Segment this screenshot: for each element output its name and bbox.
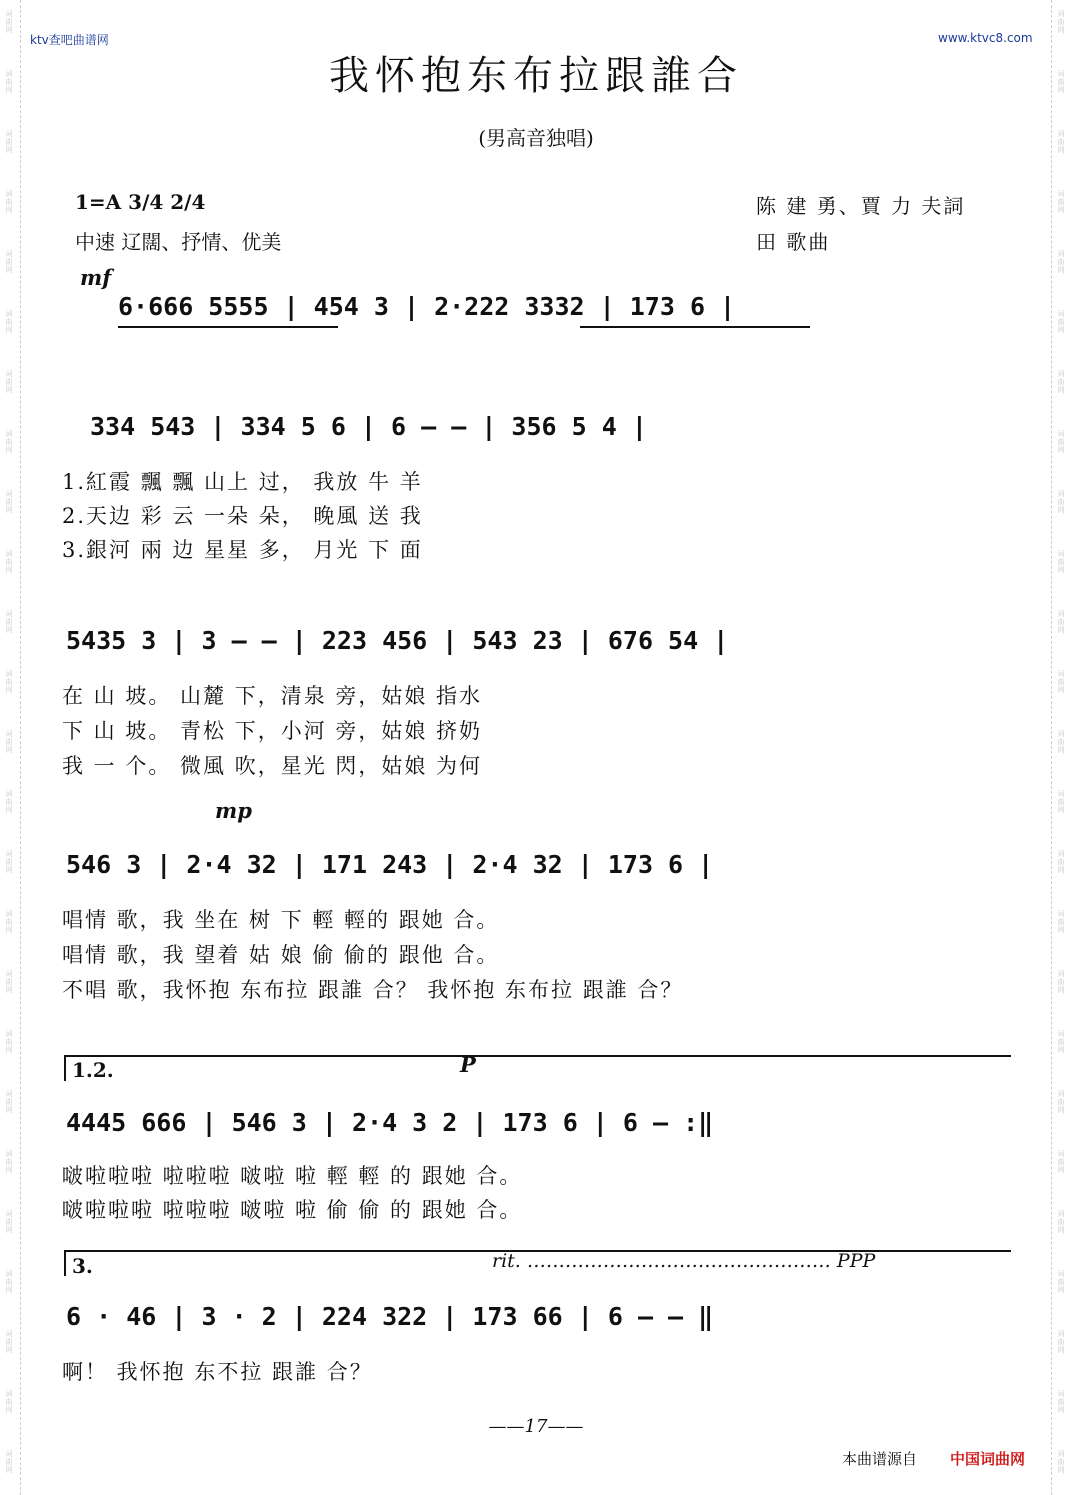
notes-text: 546 3 | 2·4 32 | 171 243 | 2·4 32 | 173 6 | [66, 850, 714, 879]
watermark-text: 词 曲 网 [5, 1030, 13, 1054]
watermark-text: 词 曲 网 [1057, 1450, 1065, 1474]
watermark-text: 词 曲 网 [1057, 250, 1065, 274]
source-site-link[interactable]: 中国词曲网 [950, 1450, 1026, 1468]
lyric-verse-2: 下 山 坡。 青松 下，小河 旁，姑娘 挤奶 [62, 719, 483, 743]
watermark-text: 词 曲 网 [5, 1270, 13, 1294]
page-number: ——17—— [488, 1416, 584, 1437]
watermark-text: 词 曲 网 [1057, 1270, 1065, 1294]
dynamic-mp: mp [215, 798, 252, 823]
watermark-text: 词 曲 网 [5, 10, 13, 34]
watermark-text: 词 曲 网 [1057, 1330, 1065, 1354]
watermark-text: 词 曲 网 [1057, 970, 1065, 994]
dynamic-p: P [460, 1052, 476, 1077]
watermark-text: 词 曲 网 [5, 1090, 13, 1114]
right-watermark-strip [1051, 0, 1072, 1495]
watermark-text: 词 曲 网 [1057, 10, 1065, 34]
watermark-text: 词 曲 网 [5, 1390, 13, 1414]
watermark-text: 词 曲 网 [1057, 850, 1065, 874]
composer-credit: 田 歌曲 [756, 230, 831, 254]
watermark-text: 词 曲 网 [5, 1450, 13, 1474]
ritardando-marking: rit. ………………………………………… PPP [492, 1250, 876, 1272]
left-watermark-strip [0, 0, 21, 1495]
watermark-text: 词 曲 网 [5, 850, 13, 874]
notes-text: 5435 3 | 3 — — | 223 456 | 543 23 | 676 54 | [66, 626, 729, 655]
key-signature: 1=A 3/4 2/4 [75, 190, 206, 214]
volta-label: 1.2. [72, 1058, 114, 1082]
lyric-verse-2: 啵啦啦啦 啦啦啦 啵啦 啦 偷 偷 的 跟她 合。 [62, 1198, 523, 1222]
watermark-text: 词 曲 网 [5, 490, 13, 514]
watermark-text: 词 曲 网 [5, 1150, 13, 1174]
lyric-verse-1: 1.紅霞 飄 飄 山上 过， 我放 牛 羊 [62, 470, 423, 494]
lyric-verse-3: 不唱 歌，我怀抱 东布拉 跟誰 合？ 我怀抱 东布拉 跟誰 合？ [62, 978, 684, 1002]
watermark-text: 词 曲 网 [1057, 670, 1065, 694]
watermark-text: 词 曲 网 [1057, 430, 1065, 454]
lyric-verse-1: 在 山 坡。 山麓 下，清泉 旁，姑娘 指水 [62, 684, 483, 708]
volta-bracket-1-2 [64, 1055, 1011, 1081]
notes-text: 334 543 | 334 5 6 | 6 — — | 356 5 4 | [90, 412, 647, 441]
watermark-text: 词 曲 网 [5, 70, 13, 94]
lyric-verse-1: 啊！ 我怀抱 东不拉 跟誰 合？ [62, 1360, 373, 1384]
watermark-text: 词 曲 网 [1057, 1390, 1065, 1414]
watermark-text: 词 曲 网 [5, 730, 13, 754]
song-subtitle: (男高音独唱) [478, 126, 594, 150]
song-title: 我怀抱东布拉跟誰合 [329, 53, 743, 99]
dynamic-mf: mf [80, 265, 112, 290]
notes-text: 6 · 46 | 3 · 2 | 224 322 | 173 66 | 6 — — ‖ [66, 1302, 714, 1331]
watermark-text: 词 曲 网 [5, 130, 13, 154]
watermark-text: 词 曲 网 [5, 670, 13, 694]
watermark-text: 词 曲 网 [1057, 910, 1065, 934]
source-label: 本曲谱源自 [842, 1450, 918, 1468]
lyricist-credit: 陈 建 勇、賈 力 夫詞 [756, 194, 966, 218]
watermark-text: 词 曲 网 [5, 1330, 13, 1354]
watermark-text: 词 曲 网 [1057, 130, 1065, 154]
watermark-text: 词 曲 网 [5, 430, 13, 454]
notes-text: 6·666 5555 | 454 3 | 2·222 3332 | 173 6 | [118, 292, 736, 321]
watermark-text: 词 曲 网 [1057, 490, 1065, 514]
lyric-verse-1: 唱情 歌，我 坐在 树 下 輕 輕的 跟她 合。 [62, 908, 500, 932]
watermark-text: 词 曲 网 [5, 610, 13, 634]
tempo-marking: 中速 辽闊、抒情、优美 [75, 230, 282, 254]
watermark-text: 词 曲 网 [1057, 1210, 1065, 1234]
lyric-verse-3: 3.銀河 兩 边 星星 多， 月光 下 面 [62, 538, 423, 562]
volta-label: 3. [72, 1254, 93, 1278]
watermark-text: 词 曲 网 [5, 1210, 13, 1234]
watermark-text: 词 曲 网 [1057, 610, 1065, 634]
watermark-text: 词 曲 网 [1057, 190, 1065, 214]
notes-text: 4445 666 | 546 3 | 2·4 3 2 | 173 6 | 6 — :‖ [66, 1108, 714, 1137]
watermark-text: 词 曲 网 [1057, 370, 1065, 394]
watermark-text: 词 曲 网 [1057, 1030, 1065, 1054]
watermark-text: 词 曲 网 [5, 310, 13, 334]
watermark-text: 词 曲 网 [1057, 70, 1065, 94]
lyric-verse-2: 唱情 歌，我 望着 姑 娘 偷 偷的 跟他 合。 [62, 943, 500, 967]
watermark-text: 词 曲 网 [5, 250, 13, 274]
watermark-text: 词 曲 网 [5, 370, 13, 394]
watermark-text: 词 曲 网 [5, 910, 13, 934]
lyric-verse-1: 啵啦啦啦 啦啦啦 啵啦 啦 輕 輕 的 跟她 合。 [62, 1164, 523, 1188]
watermark-text: 词 曲 网 [5, 970, 13, 994]
lyric-verse-2: 2.天边 彩 云 一朵 朵， 晚風 送 我 [62, 504, 423, 528]
watermark-text: 词 曲 网 [1057, 790, 1065, 814]
watermark-text: 词 曲 网 [1057, 1150, 1065, 1174]
beam [118, 326, 338, 328]
watermark-text: 词 曲 网 [5, 550, 13, 574]
watermark-text: 词 曲 网 [1057, 310, 1065, 334]
watermark-text: 词 曲 网 [5, 190, 13, 214]
watermark-text: 词 曲 网 [5, 790, 13, 814]
watermark-text: 词 曲 网 [1057, 730, 1065, 754]
site-name-left[interactable]: ktv查吧曲谱网 [30, 33, 109, 47]
site-url-right[interactable]: www.ktvc8.com [938, 31, 1033, 45]
lyric-verse-3: 我 一 个。 微風 吹，星光 閃，姑娘 为何 [62, 754, 483, 778]
watermark-text: 词 曲 网 [1057, 550, 1065, 574]
beam [580, 326, 810, 328]
watermark-text: 词 曲 网 [1057, 1090, 1065, 1114]
